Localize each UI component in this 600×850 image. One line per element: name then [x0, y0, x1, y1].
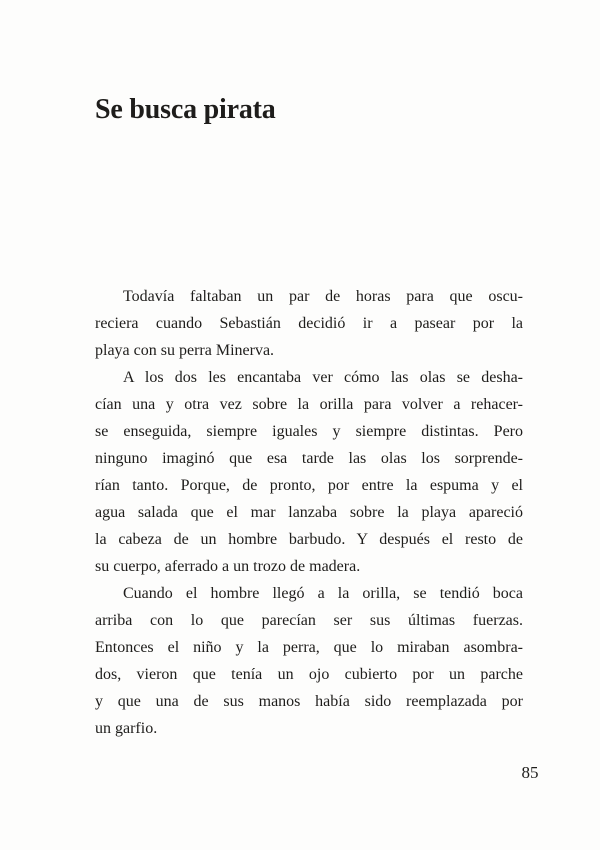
text-line: cían una y otra vez sobre la orilla para volver a rehacer-	[95, 396, 523, 413]
text-line: arriba con lo que parecían ser sus últimas fuerzas.	[95, 612, 523, 629]
text-line: agua salada que el mar lanzaba sobre la playa apareció	[95, 504, 523, 521]
text-line: un garfio.	[95, 720, 158, 737]
text-line: rían tanto. Porque, de pronto, por entre la espuma y el	[95, 477, 523, 494]
text-line: se enseguida, siempre iguales y siempre distintas. Pero	[95, 423, 523, 440]
text-line: A los dos les encantaba ver cómo las olas se desha-	[123, 369, 523, 386]
text-line: ninguno imaginó que esa tarde las olas los sorprende-	[95, 450, 523, 467]
text-line: Todavía faltaban un par de horas para que oscu-	[123, 288, 523, 305]
text-line: Entonces el niño y la perra, que lo miraban asombra-	[95, 639, 523, 656]
paragraph	[95, 580, 523, 742]
chapter-title: Se busca pirata	[95, 94, 276, 125]
text-line: y que una de sus manos había sido reemplazada por	[95, 693, 523, 710]
paragraph	[95, 364, 523, 580]
text-line: Cuando el hombre llegó a la orilla, se tendió boca	[123, 585, 523, 602]
text-line: su cuerpo, aferrado a un trozo de madera.	[95, 558, 361, 575]
text-line: reciera cuando Sebastián decidió ir a pasear por la	[95, 315, 523, 332]
text-line: la cabeza de un hombre barbudo. Y después el resto de	[95, 531, 523, 548]
page-number: 85	[521, 763, 539, 782]
body-text	[95, 283, 523, 742]
text-line: dos, vieron que tenía un ojo cubierto por un parche	[95, 666, 523, 683]
text-line: playa con su perra Minerva.	[95, 342, 275, 359]
paragraph	[95, 283, 523, 364]
